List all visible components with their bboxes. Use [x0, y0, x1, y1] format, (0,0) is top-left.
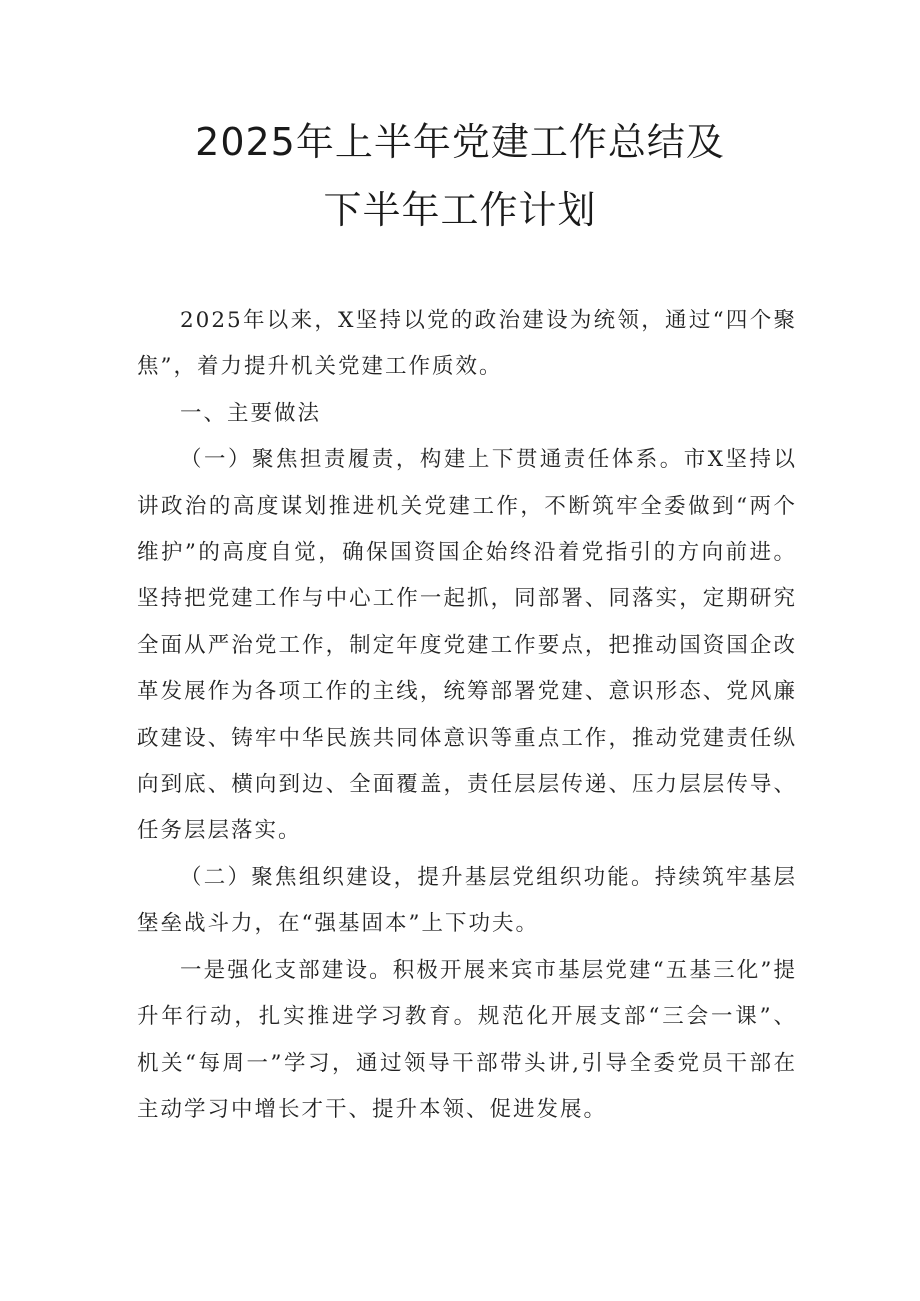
intro-paragraph: 2025年以来，X坚持以党的政治建设为统领，通过“四个聚焦”，着力提升机关党建工作质效。 [137, 308, 797, 380]
paragraph-organization: （二）聚焦组织建设，提升基层党组织功能。持续筑牢基层堡垒战斗力，在“强基固本”上下功夫。 [137, 864, 797, 937]
document-title-line-1: 2025年上半年党建工作总结及 [195, 120, 725, 164]
section-heading-main-practices: 一、主要做法 [180, 400, 322, 426]
paragraph-branch-building: 一是强化支部建设。积极开展来宾市基层党建“五基三化”提升年行动，扎实推进学习教育。规范化开展支部“三会一课”、机关“每周一”学习，通过领导干部带头讲,引导全委党员干部在主动学习中增长才干、提升本领、促进发展。 [137, 957, 797, 1122]
document-title-line-2: 下半年工作计划 [323, 188, 597, 232]
paragraph-responsibility: （一）聚焦担责履责，构建上下贯通责任体系。市X坚持以讲政治的高度谋划推进机关党建工作，不断筑牢全委做到“两个维护”的高度自觉，确保国资国企始终沿着党指引的方向前进。坚持把党建工作与中心工作一起抓，同部署、同落实，定期研究全面从严治党工作，制定年度党建工作要点，把推动国资国企改革发展作为各项工作的主线，统筹部署党建、意识形态、党风廉政建设、铸牢中华民族共同体意识等重点工作，推动党建责任纵向到底、横向到边、全面覆盖，责任层层传递、压力层层传导、任务层层落实。 [137, 447, 797, 844]
document-body [137, 298, 797, 1133]
